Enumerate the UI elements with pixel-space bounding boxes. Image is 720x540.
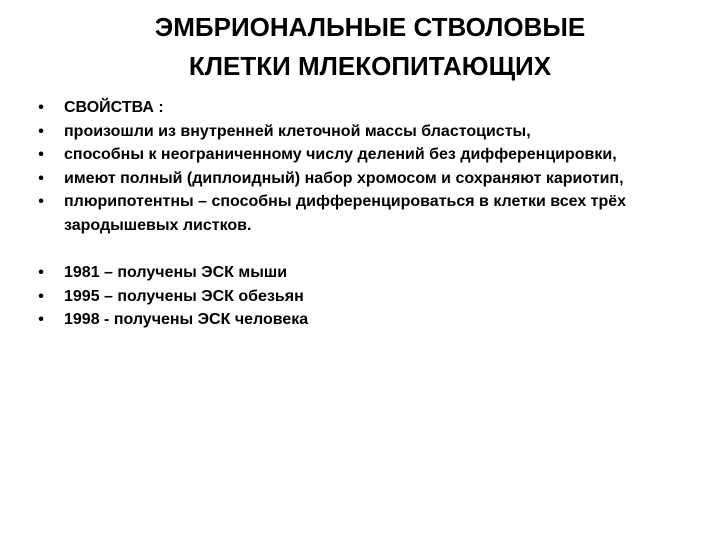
list-item <box>0 190 720 237</box>
list-item-text: 1998 - получены ЭСК человека <box>64 311 309 328</box>
list-item-text: произошли из внутренней клеточной массы бластоцисты, <box>64 122 531 140</box>
bullet-icon: • <box>38 99 44 116</box>
list-item <box>0 143 720 167</box>
bullet-icon: • <box>38 287 44 305</box>
bullet-icon: • <box>38 122 44 140</box>
list-item-text: 1981 – получены ЭСК мыши <box>64 264 288 281</box>
bullet-icon: • <box>38 146 44 163</box>
list-item-text: плюрипотентны – способны дифференцироваться в клетки всех трёх зародышевых листков. <box>64 193 627 234</box>
list-item <box>0 167 720 191</box>
bullet-icon: • <box>38 264 44 281</box>
list-item-history <box>0 261 720 285</box>
list-item-text: 1995 – получены ЭСК обезьян <box>64 287 304 305</box>
list-spacer <box>0 237 720 261</box>
slide-title-line-1: ЭМБРИОНАЛЬНЫЕ СТВОЛОВЫЕ <box>154 12 586 42</box>
list-item-text: СВОЙСТВА : <box>64 99 164 116</box>
slide-title-line-2: КЛЕТКИ МЛЕКОПИТАЮЩИХ <box>188 51 552 81</box>
bullet-icon: • <box>38 311 44 328</box>
list-item-history <box>0 308 720 332</box>
bullet-icon: • <box>38 193 44 210</box>
list-item-history <box>0 285 720 309</box>
list-item-text: способны к неограниченному числу делений без дифференцировки, <box>64 146 617 163</box>
bullet-icon: • <box>38 169 44 187</box>
list-item <box>0 120 720 144</box>
slide-title <box>40 8 700 86</box>
list-item-text: имеют полный (диплоидный) набор хромосом и сохраняют кариотип, <box>64 169 624 187</box>
list-item-properties-heading <box>0 96 720 120</box>
bullet-list <box>0 96 720 332</box>
